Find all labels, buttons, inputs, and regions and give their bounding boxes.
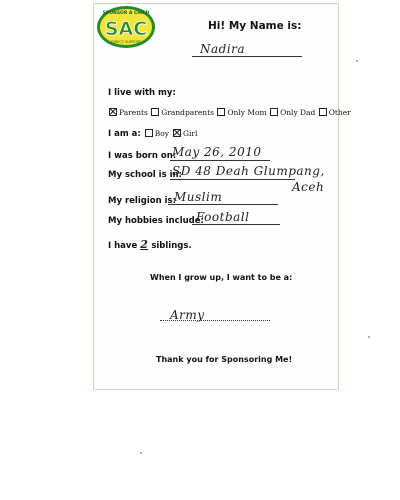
- hobbies-underline: [192, 224, 280, 225]
- born-label: I was born on:: [108, 151, 177, 161]
- parents-option-label: Parents: [119, 108, 148, 117]
- born-underline: [170, 160, 270, 161]
- school-value-line2: Aceh: [292, 180, 325, 194]
- school-value: SD 48 Deah Glumpang,: [172, 164, 325, 178]
- scan-speck: [356, 60, 358, 62]
- live-with-label: I live with my:: [108, 88, 176, 98]
- religion-underline: [168, 204, 278, 205]
- thank-you-text: Thank you for Sponsoring Me!: [156, 355, 293, 364]
- siblings-count: 2: [140, 238, 149, 251]
- siblings-suffix: siblings.: [151, 241, 192, 251]
- live-with-options: [108, 108, 351, 117]
- hobbies-label: My hobbies include:: [108, 216, 204, 226]
- girl-option-label: Girl: [183, 129, 198, 138]
- other-option-label: Other: [328, 108, 351, 117]
- grow-up-underline: [160, 320, 270, 321]
- grow-up-label: When I grow up, I want to be a:: [150, 273, 293, 282]
- religion-label: My religion is:: [108, 196, 176, 206]
- only-mom-option-label: Only Mom: [227, 108, 267, 117]
- only-mom-checkbox[interactable]: [217, 108, 225, 116]
- only-dad-option-label: Only Dad: [280, 108, 316, 117]
- scan-speck: [140, 452, 142, 454]
- school-underline: [170, 179, 295, 180]
- name-underline: [192, 56, 302, 57]
- parents-checkbox[interactable]: [109, 108, 117, 116]
- grandparents-checkbox[interactable]: [151, 108, 159, 116]
- other-checkbox[interactable]: [319, 108, 327, 116]
- grow-up-value: Army: [170, 308, 205, 322]
- born-value: May 26, 2010: [172, 145, 262, 159]
- boy-checkbox[interactable]: [145, 129, 153, 137]
- only-dad-checkbox[interactable]: [270, 108, 278, 116]
- school-label: My school is in:: [108, 170, 182, 180]
- hobbies-value: Football: [196, 210, 250, 224]
- logo-main-text: SAC: [104, 18, 148, 40]
- gender-label: I am a:: [108, 129, 141, 139]
- siblings-row: [108, 238, 192, 251]
- religion-value: Muslim: [174, 190, 223, 204]
- girl-checkbox[interactable]: [173, 129, 181, 137]
- name-value: Nadira: [200, 42, 246, 56]
- name-header: Hi! My Name is:: [208, 20, 302, 32]
- sac-logo: [96, 5, 156, 49]
- grandparents-option-label: Grandparents: [161, 108, 214, 117]
- logo-bottom-text: DIRECT SUPPORT: [110, 40, 142, 44]
- logo-top-text: SPONSOR A CHILD: [102, 11, 150, 16]
- scan-speck: [368, 336, 370, 338]
- siblings-prefix: I have: [108, 241, 138, 251]
- boy-option-label: Boy: [154, 129, 170, 138]
- gender-row: [108, 129, 197, 139]
